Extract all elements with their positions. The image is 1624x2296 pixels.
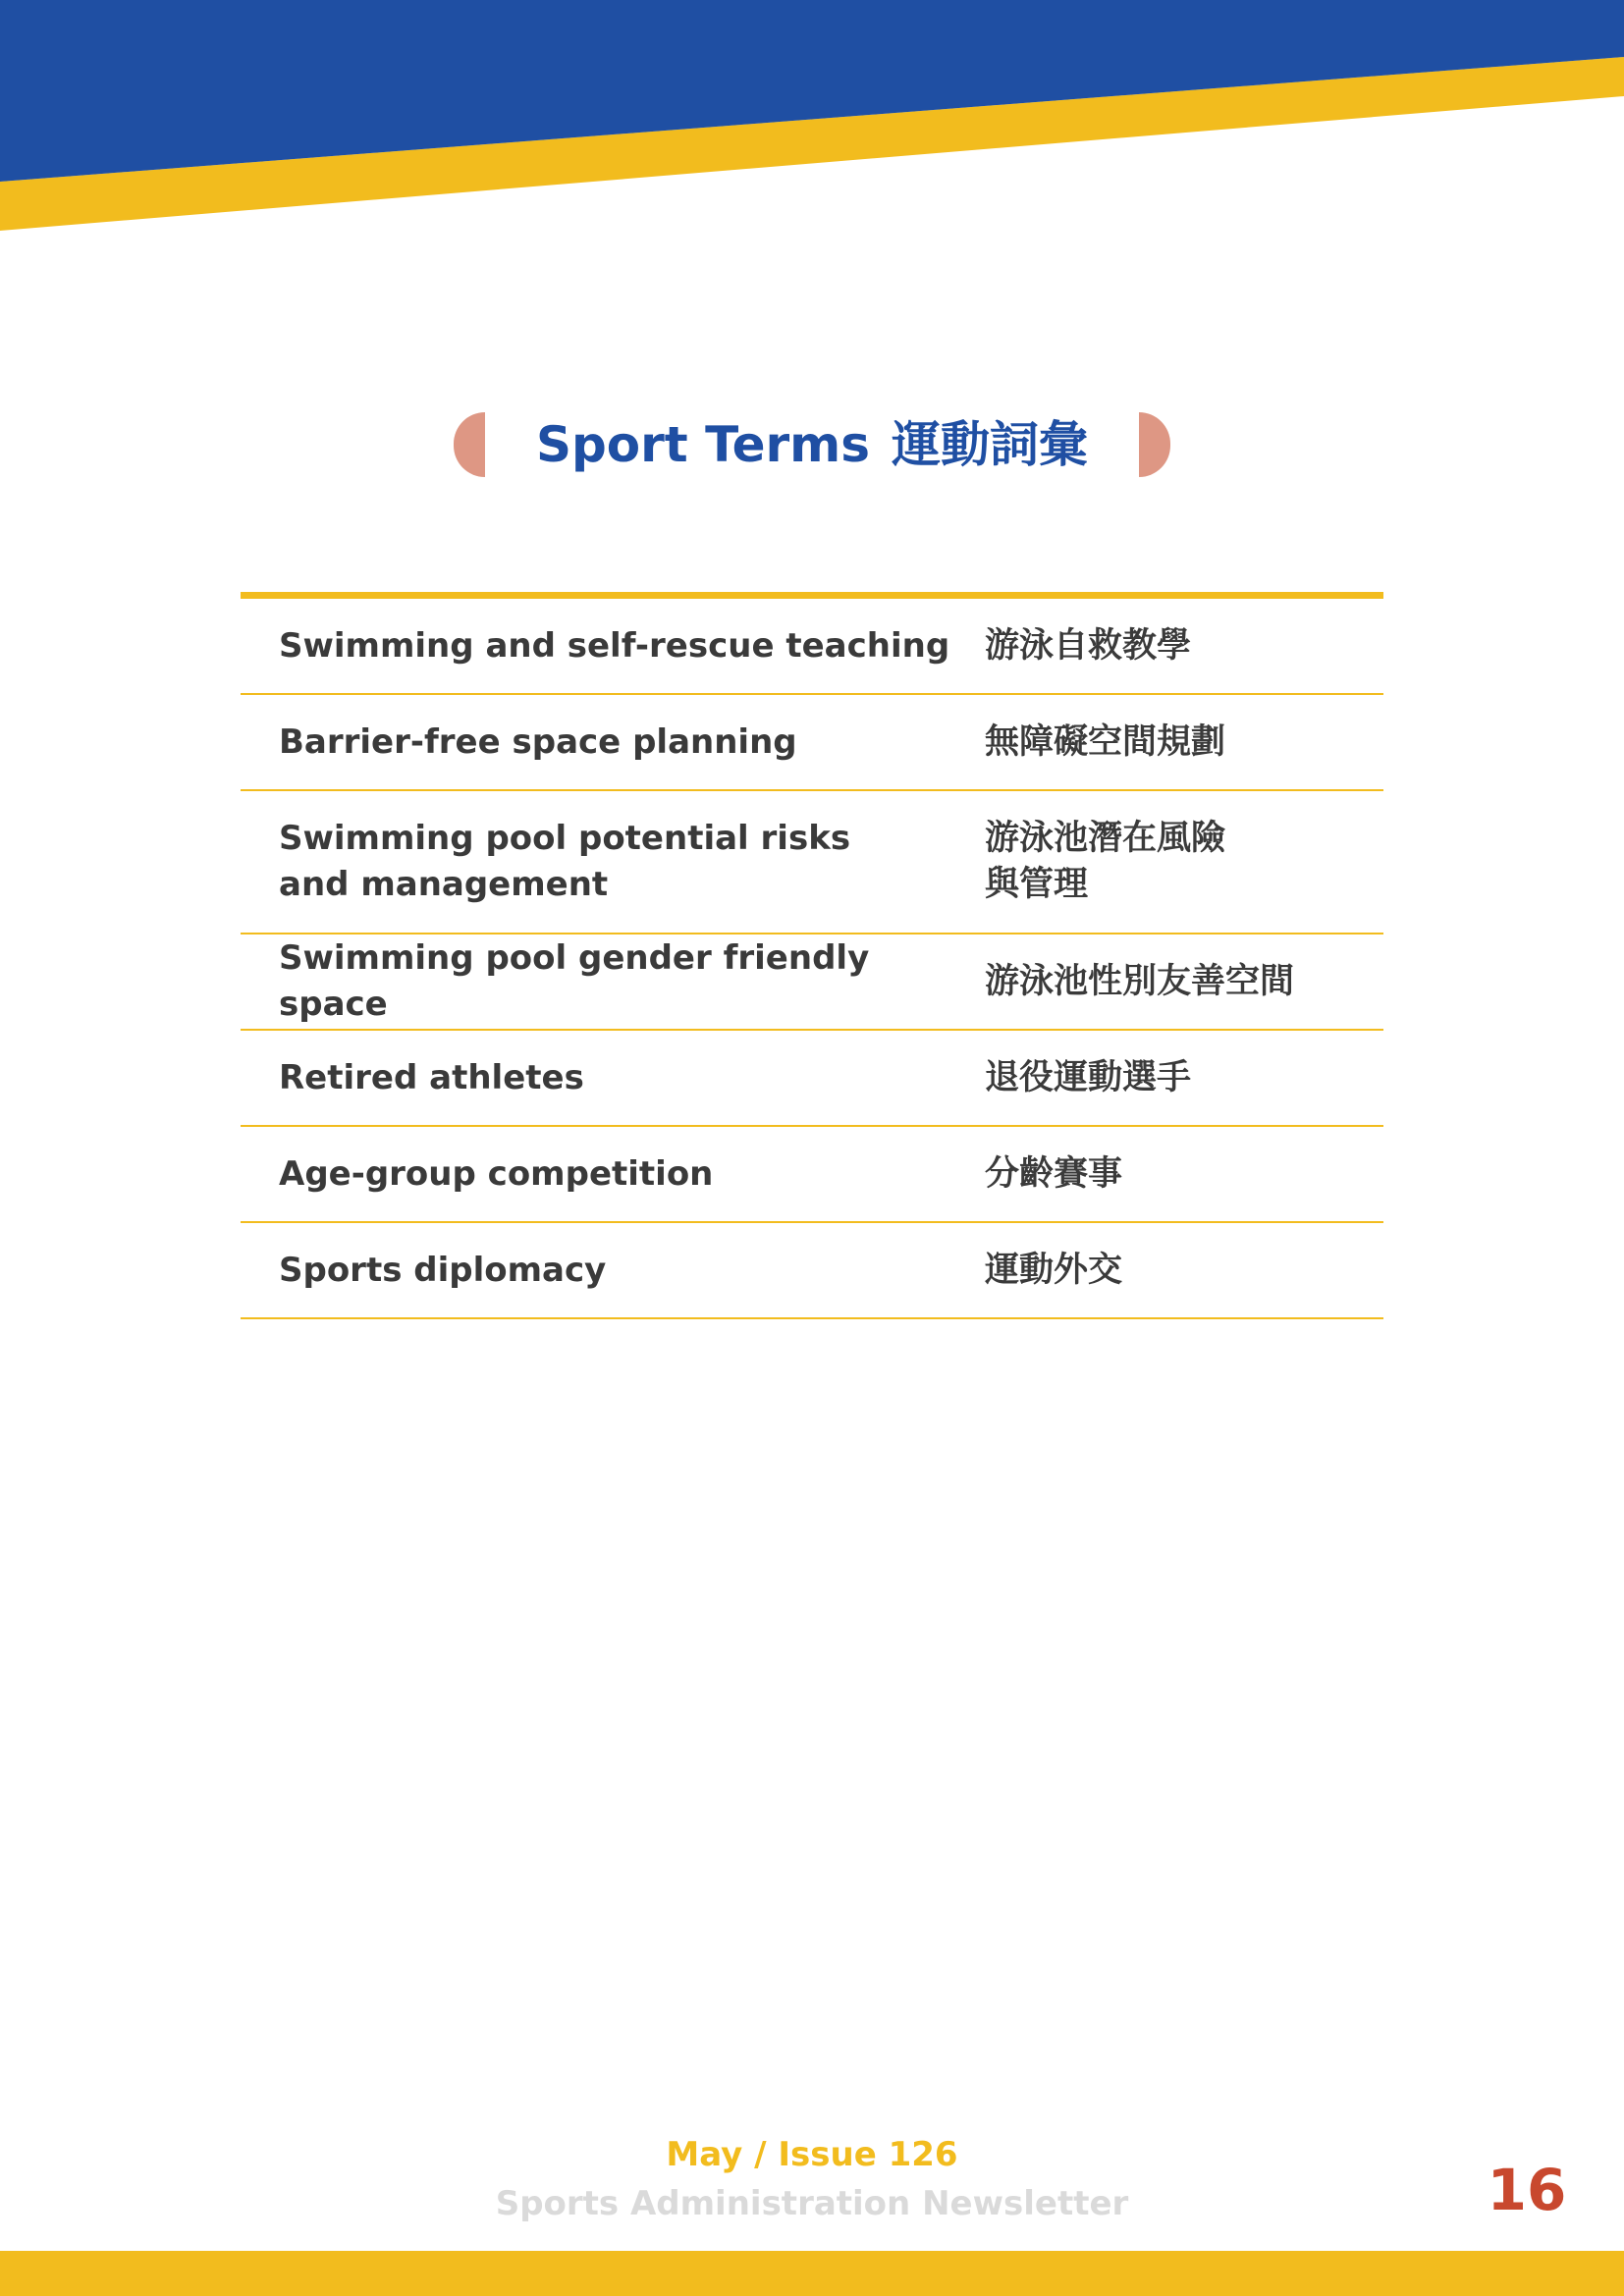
page-title-en: Sport Terms bbox=[535, 416, 870, 473]
header-banner bbox=[0, 0, 1624, 236]
term-chinese: 游泳自救教學 bbox=[985, 625, 1192, 666]
term-english: Swimming pool potential risks and management bbox=[279, 819, 851, 904]
table-row bbox=[241, 695, 1383, 791]
page-number: 16 bbox=[1487, 2157, 1567, 2223]
term-english: Sports diplomacy bbox=[279, 1250, 607, 1290]
term-english: Age-group competition bbox=[279, 1153, 714, 1194]
footer-bar bbox=[0, 2251, 1624, 2296]
title-area bbox=[0, 412, 1624, 491]
terms-table bbox=[241, 592, 1383, 1319]
table-row bbox=[241, 599, 1383, 695]
term-chinese: 退役運動選手 bbox=[985, 1057, 1192, 1097]
term-chinese: 游泳池潛在風險 與管理 bbox=[985, 819, 1226, 904]
table-row bbox=[241, 791, 1383, 934]
table-row bbox=[241, 1223, 1383, 1319]
term-english: Swimming and self-rescue teaching bbox=[279, 625, 950, 666]
term-english: Swimming pool gender friendly space bbox=[279, 938, 870, 1024]
footer-issue: May / Issue 126 bbox=[666, 2135, 958, 2174]
table-row bbox=[241, 1127, 1383, 1223]
term-chinese: 運動外交 bbox=[985, 1250, 1123, 1290]
table-row bbox=[241, 934, 1383, 1031]
term-chinese: 分齡賽事 bbox=[985, 1153, 1123, 1194]
table-row bbox=[241, 1031, 1383, 1127]
footer-newsletter-name: Sports Administration Newsletter bbox=[495, 2184, 1129, 2223]
term-english: Retired athletes bbox=[279, 1057, 584, 1097]
title-left-cap bbox=[454, 412, 485, 477]
term-chinese: 游泳池性別友善空間 bbox=[985, 961, 1295, 1001]
term-english: Barrier-free space planning bbox=[279, 721, 797, 762]
term-chinese: 無障礙空間規劃 bbox=[985, 721, 1226, 762]
page-title-zh: 運動詞彙 bbox=[892, 416, 1088, 473]
title-right-cap bbox=[1139, 412, 1170, 477]
page-title bbox=[485, 412, 1139, 477]
